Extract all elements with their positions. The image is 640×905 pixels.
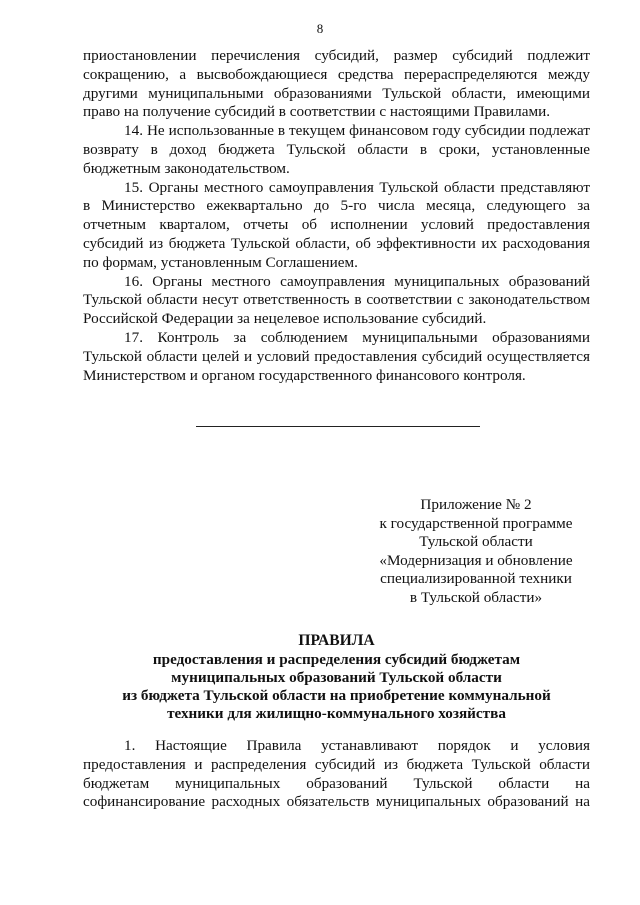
paragraph-14: 14. Не использованные в текущем финансовом году субсидии подлежат возврату в доход бюджета Тульской области в сроки, установленные бюджетным законодательством. xyxy=(83,122,590,177)
paragraph-16: 16. Органы местного самоуправления муниципальных образований Тульской области несут ответственность в соответствии с законодательством Российской Федерации за нецелевое использование субсидий. xyxy=(83,272,590,328)
paragraph-15: 15. Органы местного самоуправления Тульской области представляют в Министерство ежеквартально до 5-го числа месяца, следующего за отчетным кварталом, отчеты об исполнении условий предоставления субсидий из бюджета Тульской области, об эффективности их расходования по формам, установленным Соглашением. xyxy=(83,178,590,271)
appendix-line: Приложение № 2 xyxy=(420,496,532,513)
rules-title: ПРАВИЛА xyxy=(298,632,375,649)
rules-subtitle xyxy=(83,651,590,723)
appendix-line: Тульской области xyxy=(419,533,533,551)
page-number: 8 xyxy=(316,21,324,36)
appendix-line: специализированной техники xyxy=(380,570,572,588)
paragraph-1: 1. Настоящие Правила устанавливают порядок и условия предоставления и распределения субсидий из бюджета Тульской области бюджетам муниципальных образований Тульской области на софинансирование расходных обязательств муниципальных образований на xyxy=(83,737,590,811)
appendix-line: к государственной программе xyxy=(379,514,573,532)
bottom-paragraphs xyxy=(83,737,590,812)
section-divider xyxy=(196,426,480,427)
rules-subtitle-line: предоставления и распределения субсидий бюджетам xyxy=(152,651,521,668)
rules-subtitle-line: техники для жилищно-коммунального хозяйства xyxy=(167,705,506,722)
paragraph-continuation: приостановлении перечисления субсидий, размер субсидий подлежит сокращению, а высвобождающиеся средства перераспределяются между другими муниципальными образованиями Тульской области, имеющими право на получение субсидий в соответствии с настоящими Правилами. xyxy=(83,47,590,121)
top-paragraphs xyxy=(83,47,590,385)
appendix-header xyxy=(360,496,592,608)
rules-subtitle-line: муниципальных образований Тульской области xyxy=(171,669,502,686)
paragraph-17: 17. Контроль за соблюдением муниципальными образованиями Тульской области целей и условий предоставления субсидий осуществляется Министерством и органом государственного финансового контроля. xyxy=(83,328,590,384)
rules-subtitle-line: из бюджета Тульской области на приобретение коммунальной xyxy=(122,687,551,704)
appendix-line: в Тульской области» xyxy=(409,588,543,606)
appendix-line: «Модернизация и обновление xyxy=(379,551,573,569)
